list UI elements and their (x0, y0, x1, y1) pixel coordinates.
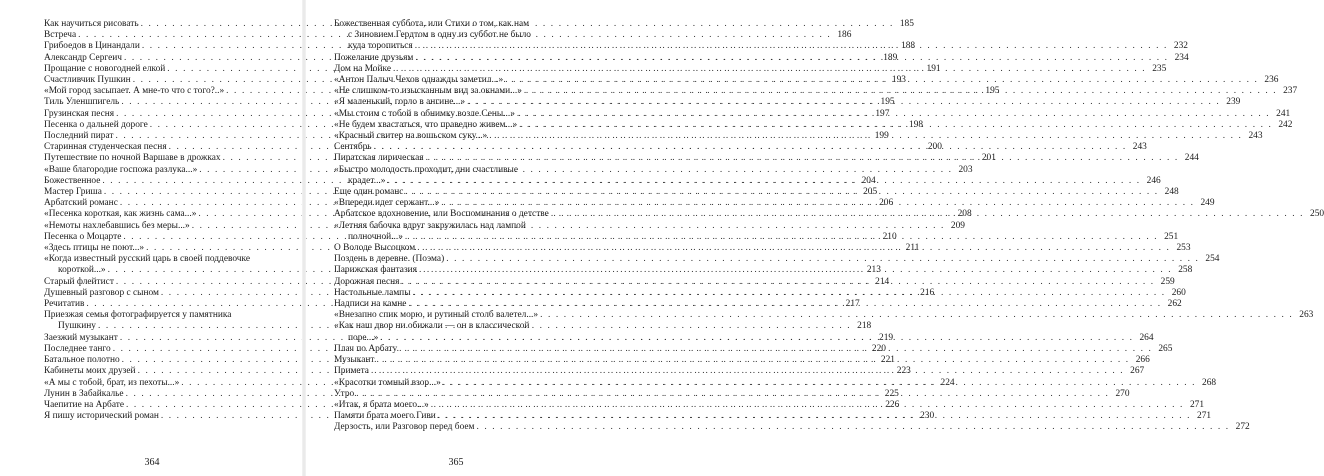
toc-entry-title: Пиратская лирическая (334, 153, 424, 164)
dot-leader (356, 389, 1109, 400)
toc-entry-page: 272 (1235, 422, 1250, 433)
toc-entry-page: 259 (1160, 276, 1175, 287)
toc-entry-title: Надписи на камне (334, 299, 407, 310)
dot-leader (399, 344, 1152, 355)
toc-entry-title: О Володе Высоцком (334, 243, 416, 254)
toc-entry-title: Встреча (44, 30, 77, 41)
toc-entry-page: 236 (1264, 75, 1279, 86)
dot-leader (519, 120, 1272, 131)
toc-entry-title: «Мы стоим с тобой в обнимку возле Сены...» (334, 108, 515, 119)
toc-entry-title: «Я маленький, горло в ангине...» (334, 97, 466, 108)
toc-entry-page: 193 (891, 75, 906, 86)
toc-entry-title: Прощание с новогодней елкой (44, 63, 166, 74)
toc-entry-page: 208 (957, 209, 972, 220)
toc-entry-page: 263 (1299, 310, 1314, 321)
dot-leader (401, 277, 1154, 288)
dot-leader (446, 254, 1199, 265)
toc-entry-title: Лунин в Забайкалье (44, 388, 124, 399)
toc-entry-title: Песенка о дальней дороге (44, 119, 148, 130)
toc-entry-page: 243 (1248, 131, 1263, 142)
toc-entry-title: Плач по Арбату (334, 343, 398, 354)
toc-entry-title: Утро (334, 388, 355, 399)
toc-entry-title: Грузинская песня (44, 108, 115, 119)
dot-leader (376, 355, 1129, 366)
dot-leader (431, 400, 1184, 411)
toc-entry-title-end: Пушкину (58, 321, 96, 332)
page-number-left: 364 (144, 457, 160, 468)
toc-entry-title: Приезжая семья фотографируется у памятника (44, 310, 232, 321)
toc-entry-page: 191 (926, 63, 941, 74)
toc-entry-page: 217 (845, 299, 860, 310)
toc-entry-title: «Красотки томный взор...» (334, 377, 441, 388)
toc-entry-page: 211 (905, 243, 920, 254)
dot-leader (393, 64, 1146, 75)
toc-entry[interactable] (334, 422, 1250, 433)
toc-entry-title-end: крадет...» (348, 175, 386, 186)
dot-leader (405, 232, 1158, 243)
toc-entry-page: 220 (871, 343, 886, 354)
toc-entry-page: 195 (880, 97, 895, 108)
toc-entry-page: 197 (875, 108, 890, 119)
toc-entry-page: 230 (920, 411, 935, 422)
toc-entry-title: Старый флейтист (44, 276, 114, 287)
toc-entry-title: Мастер Гриша (44, 187, 102, 198)
toc-entry[interactable] (334, 310, 1314, 321)
dot-leader (441, 198, 1194, 209)
toc-entry-title: «Итак, я брата моего...» (334, 399, 429, 410)
toc-entry-title: Арбатское вдохновение, или Воспоминания о детстве (334, 209, 549, 220)
dot-leader (551, 209, 1304, 220)
toc-entry-page: 241 (1276, 108, 1291, 119)
toc-entry-page: 237 (1283, 86, 1298, 97)
toc-entry-page: 250 (1310, 209, 1324, 220)
toc-entry-page: 244 (1184, 153, 1199, 164)
toc-entry-title-cont: с Зиновием Гердтом в одну из суббот не было (348, 30, 531, 41)
dot-leader (467, 97, 1220, 108)
toc-entry-title: Батальное полотно (44, 355, 120, 366)
toc-entry-title-end: куда торопиться (348, 41, 413, 52)
toc-entry-title: Божественная суббота, или Стихи о том, как нам (334, 19, 530, 29)
toc-entry-title: Александр Сергеич (44, 52, 123, 63)
toc-entry-title: «Летняя бабочка вдруг закружилась над лампой (334, 220, 526, 231)
toc-entry-title: Пожелание друзьям (334, 52, 414, 63)
toc-entry-title: Поздень в деревне. (Поэма) (334, 254, 445, 265)
toc-entry-title-end: полночной...» (348, 231, 403, 242)
dot-leader (419, 265, 1172, 276)
toc-entry-title: «Как наш двор ни обижали — он в классической (334, 321, 530, 332)
toc-entry-page: 249 (1200, 198, 1215, 209)
toc-entry-page: 203 (958, 164, 973, 175)
toc-entry-title: «А мы с тобой, брат, из пехоты...» (44, 377, 180, 388)
toc-entry-title-end: поре...» (348, 332, 379, 343)
toc-entry-title: Как научиться рисовать (44, 19, 139, 29)
toc-entry-page: 242 (1278, 119, 1293, 130)
toc-entry-title: Песенка о Моцарте (44, 231, 122, 242)
toc-entry-page: 260 (1171, 287, 1186, 298)
toc-entry-page: 246 (1146, 175, 1161, 186)
toc-entry-page: 226 (885, 399, 900, 410)
toc-entry-title: Последнее танго (44, 343, 111, 354)
toc-entry-title: Грибоедов в Цинандали (44, 41, 140, 52)
toc-entry-title: Настольные лампы (334, 287, 411, 298)
toc-entry-page: 251 (1164, 231, 1179, 242)
dot-leader (443, 378, 1196, 389)
dot-leader (476, 422, 1229, 433)
toc-entry-page: 271 (1189, 399, 1204, 410)
toc-entry-page: 264 (1139, 332, 1154, 343)
dot-leader (415, 41, 1168, 52)
toc-entry-title: Речитатив (44, 299, 85, 310)
toc-entry-page: 224 (940, 377, 955, 388)
toc-entry-title: «Песенка короткая, как жизнь сама...» (44, 209, 197, 220)
toc-entry-page: 248 (1164, 187, 1179, 198)
toc-entry-page: 267 (1130, 366, 1145, 377)
toc-entry-page: 206 (879, 198, 894, 209)
toc-entry-title: Заезжий музыкант (44, 332, 118, 343)
toc-entry-title: Музыкант (334, 355, 375, 366)
toc-entry-page: 232 (1173, 41, 1188, 52)
toc-entry-title: «Здесь птицы не поют...» (44, 243, 145, 254)
toc-entry-title: Старинная студенческая песня (44, 142, 167, 153)
toc-entry-title: «Антон Палыч Чехов однажды заметил...» (334, 75, 504, 86)
toc-entry-title: «Внезапно спик морю, и рутиный столб валетел...» (334, 310, 539, 321)
dot-leader (413, 288, 1166, 299)
toc-entry-page: 213 (866, 265, 881, 276)
toc-entry-page: 253 (1176, 243, 1191, 254)
toc-entry-title: Арбатский романс (44, 198, 118, 209)
page-number-right: 365 (448, 457, 464, 468)
toc-entry-page: 219 (879, 332, 894, 343)
toc-entry-title: «Впереди идет сержант...» (334, 198, 440, 209)
toc-entry-title: Дом на Мойке (334, 63, 391, 74)
toc-entry-title: «Не слишком-то изысканным вид за окнами...» (334, 86, 522, 97)
toc-entry-page: 209 (950, 220, 965, 231)
dot-leader (524, 86, 1277, 97)
toc-entry-title: Путешествие по ночной Варшаве в дрожках (44, 153, 221, 164)
toc-entry[interactable] (334, 254, 1220, 265)
toc-entry-title: «Когда известный русский царь в своей поддевочке (44, 254, 250, 265)
toc-entry-page: 199 (874, 131, 889, 142)
toc-entry-page: 205 (863, 187, 878, 198)
dot-leader (405, 187, 1158, 198)
dot-leader (540, 310, 1293, 321)
toc-entry-page: 271 (1197, 411, 1212, 422)
toc-entry-page: 243 (1132, 142, 1147, 153)
dot-leader (374, 142, 1127, 153)
dot-leader (505, 75, 1258, 86)
toc-entry-page: 254 (1205, 254, 1220, 265)
toc-entry-title: Душевный разговор с сыном (44, 287, 159, 298)
toc-entry-title: «Немоты нахлебавшись без меры...» (44, 220, 190, 231)
toc-entry-page: 185 (899, 19, 914, 29)
dot-leader (517, 109, 1270, 120)
dot-leader (387, 176, 1140, 187)
dot-leader (415, 53, 1168, 64)
toc-entry-page: 258 (1178, 265, 1193, 276)
toc-entry-page: 262 (1167, 299, 1182, 310)
toc-entry-title: «Ваше благородие госпожа разлука...» (44, 164, 198, 175)
toc-entry-page: 218 (857, 321, 872, 332)
toc-entry-page: 268 (1202, 377, 1217, 388)
toc-entry-page: 198 (909, 119, 924, 130)
toc-entry-page: 221 (880, 355, 895, 366)
toc-entry-page: 200 (927, 142, 942, 153)
dot-leader (380, 333, 1133, 344)
toc-entry-page: 210 (882, 231, 897, 242)
toc-entry-title-end: короткой...» (58, 265, 106, 276)
dot-leader (438, 411, 1191, 422)
toc-entry-page: 214 (875, 276, 890, 287)
dot-leader (426, 153, 1179, 164)
toc-entry-page: 270 (1115, 388, 1130, 399)
toc-entry-page: 195 (985, 86, 1000, 97)
toc-entry-page: 204 (861, 175, 876, 186)
toc-entry-title: Чаепитие на Арбате (44, 399, 124, 410)
toc-entry-title: Я пишу исторический роман (44, 411, 159, 422)
toc-entry-title: Примета (334, 366, 369, 377)
toc-entry-title: «Красный свитер на вошьском суку...» (334, 131, 488, 142)
toc-entry-title: Тиль Уленшпигель (44, 97, 120, 108)
toc-entry-page: 188 (901, 41, 916, 52)
toc-entry-page: 223 (896, 366, 911, 377)
dot-leader (371, 366, 1124, 377)
toc-entry-page: 189 (883, 52, 898, 63)
toc-entry-title: «Быстро молодость проходит, дни счастливые (334, 164, 518, 175)
toc-entry-page: 225 (884, 388, 899, 399)
toc-entry-page: 234 (1174, 52, 1189, 63)
toc-entry-title: «Не будем хвастаться, что праведно живем...» (334, 119, 518, 130)
toc-entry-title: Памяти брата моего Гиви (334, 411, 436, 422)
toc-entry-title: Сентябрь (334, 142, 372, 153)
toc-entry-title: Божественное (44, 175, 101, 186)
toc-entry-page: 186 (837, 30, 852, 41)
toc-entry-title: Последний пират (44, 131, 114, 142)
dot-leader (489, 131, 1242, 142)
toc-entry-title: Дорожная песня (334, 276, 400, 287)
dot-leader (408, 299, 1161, 310)
toc-entry-page: 266 (1135, 355, 1150, 366)
toc-entry-page: 216 (920, 287, 935, 298)
toc-entry-page: 265 (1158, 343, 1173, 354)
toc-entry-title: Кабинеты моих друзей (44, 366, 136, 377)
toc-entry-title: Парижская фантазия (334, 265, 417, 276)
toc-entry-title: Счастливчик Пушкин (44, 75, 131, 86)
toc-entry-page: 239 (1226, 97, 1241, 108)
toc-entry-title: «Мой город засыпает. А мне-то что с того?..» (44, 86, 225, 97)
toc-entry-title: Дерзость, или Разговор перед боем (334, 422, 475, 433)
toc-entry-page: 201 (981, 153, 996, 164)
toc-entry-title: Еще один романс (334, 187, 404, 198)
dot-leader (417, 243, 1170, 254)
toc-entry-page: 235 (1152, 63, 1167, 74)
